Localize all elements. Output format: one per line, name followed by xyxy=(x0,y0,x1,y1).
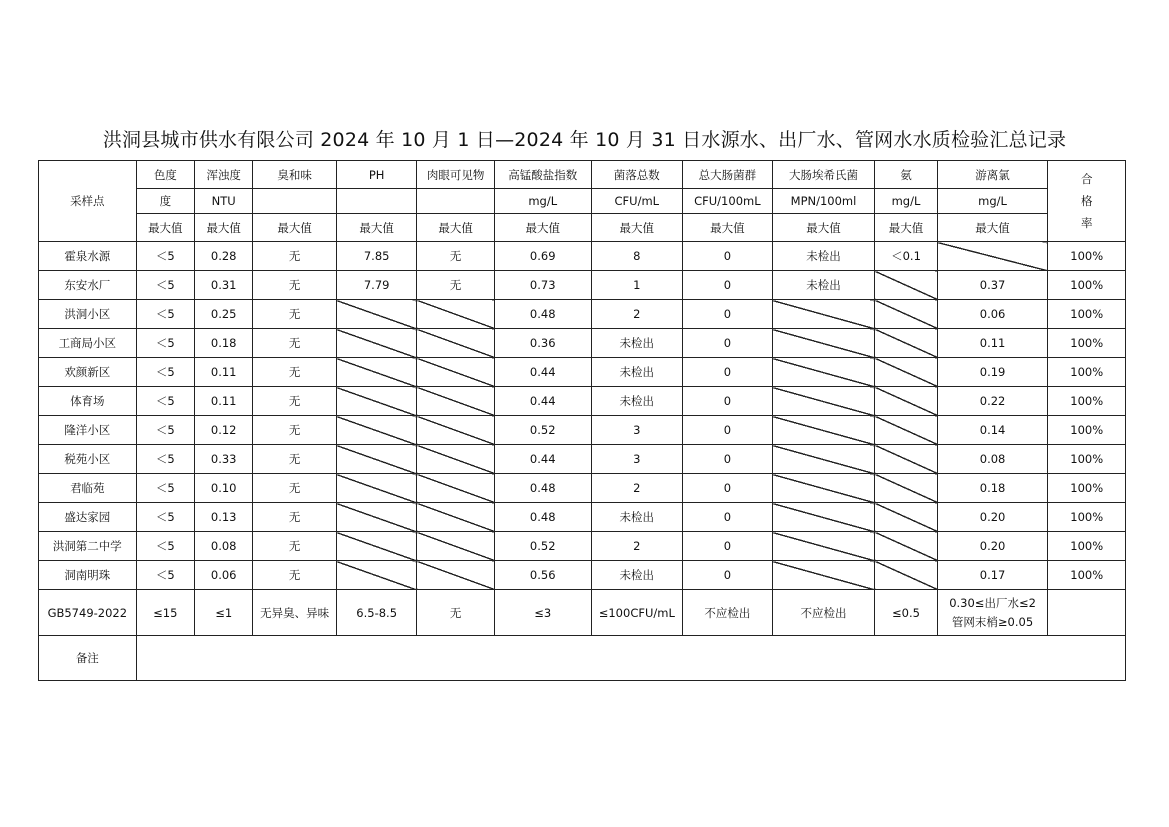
value-cell: 未检出 xyxy=(772,242,875,271)
not-applicable-cell xyxy=(875,271,937,300)
value-cell: 未检出 xyxy=(591,358,683,387)
value-cell: ＜5 xyxy=(136,242,194,271)
table-row xyxy=(39,271,1126,300)
param-stat: 最大值 xyxy=(591,214,683,242)
param-name: 肉眼可见物 xyxy=(417,161,494,189)
pass-rate-cell: 100% xyxy=(1048,271,1126,300)
value-cell: 0 xyxy=(683,503,773,532)
value-cell: 0.17 xyxy=(937,561,1048,590)
not-applicable-cell xyxy=(875,445,937,474)
chlorine-limit-line: 0.30≤出厂水≤2 xyxy=(949,595,1036,610)
water-quality-table xyxy=(38,160,1126,681)
not-applicable-cell xyxy=(875,416,937,445)
pass-rate-cell: 100% xyxy=(1048,474,1126,503)
value-cell: 无 xyxy=(253,387,337,416)
value-cell: 0.52 xyxy=(494,532,591,561)
value-cell: 无 xyxy=(417,242,494,271)
standard-row xyxy=(39,590,1126,636)
not-applicable-cell xyxy=(875,387,937,416)
value-cell: 8 xyxy=(591,242,683,271)
param-unit: 度 xyxy=(136,189,194,214)
param-name: 浑浊度 xyxy=(195,161,253,189)
pass-rate-cell: 100% xyxy=(1048,329,1126,358)
value-cell: 无 xyxy=(253,445,337,474)
value-cell: 0.11 xyxy=(195,387,253,416)
not-applicable-cell xyxy=(772,416,875,445)
not-applicable-cell xyxy=(417,503,494,532)
value-cell: ＜5 xyxy=(136,503,194,532)
standard-limit: 无异臭、异味 xyxy=(253,590,337,636)
param-stat: 最大值 xyxy=(772,214,875,242)
sample-site: 君临苑 xyxy=(39,474,137,503)
param-unit: NTU xyxy=(195,189,253,214)
chlorine-limit-line: 管网末梢≥0.05 xyxy=(951,614,1034,629)
value-cell: ＜5 xyxy=(136,271,194,300)
not-applicable-cell xyxy=(875,474,937,503)
param-stat: 最大值 xyxy=(136,214,194,242)
value-cell: 无 xyxy=(253,474,337,503)
value-cell: 1 xyxy=(591,271,683,300)
param-unit: CFU/mL xyxy=(591,189,683,214)
pass-rate-char: 格 xyxy=(1080,194,1093,208)
table-row xyxy=(39,532,1126,561)
header-row-stats xyxy=(39,214,1126,242)
value-cell: ＜5 xyxy=(136,300,194,329)
table-row xyxy=(39,416,1126,445)
value-cell: 0.69 xyxy=(494,242,591,271)
value-cell: 0.31 xyxy=(195,271,253,300)
not-applicable-cell xyxy=(772,503,875,532)
value-cell: 0.37 xyxy=(937,271,1048,300)
pass-rate-cell: 100% xyxy=(1048,300,1126,329)
not-applicable-cell xyxy=(336,445,417,474)
not-applicable-cell xyxy=(875,358,937,387)
value-cell: 无 xyxy=(253,561,337,590)
param-name: 菌落总数 xyxy=(591,161,683,189)
not-applicable-cell xyxy=(772,329,875,358)
param-name: 色度 xyxy=(136,161,194,189)
not-applicable-cell xyxy=(336,532,417,561)
value-cell: 0.73 xyxy=(494,271,591,300)
param-name: 氨 xyxy=(875,161,937,189)
sample-site: 体育场 xyxy=(39,387,137,416)
table-row xyxy=(39,474,1126,503)
not-applicable-cell xyxy=(417,561,494,590)
not-applicable-cell xyxy=(417,300,494,329)
param-stat: 最大值 xyxy=(195,214,253,242)
value-cell: 0.06 xyxy=(937,300,1048,329)
pass-rate-cell: 100% xyxy=(1048,561,1126,590)
value-cell: 0.11 xyxy=(195,358,253,387)
param-name: 游离氯 xyxy=(937,161,1048,189)
value-cell: 0.56 xyxy=(494,561,591,590)
pass-rate-header xyxy=(1048,161,1126,242)
param-name: 臭和味 xyxy=(253,161,337,189)
sample-site: 洪洞第二中学 xyxy=(39,532,137,561)
header-row-units xyxy=(39,189,1126,214)
value-cell: 0.14 xyxy=(937,416,1048,445)
standard-limit: 无 xyxy=(417,590,494,636)
value-cell: 0.20 xyxy=(937,503,1048,532)
note-label: 备注 xyxy=(39,636,137,681)
standard-limit: ≤15 xyxy=(136,590,194,636)
pass-rate-char: 率 xyxy=(1080,216,1093,230)
param-stat: 最大值 xyxy=(494,214,591,242)
standard-limit: 不应检出 xyxy=(683,590,773,636)
value-cell: 无 xyxy=(253,271,337,300)
param-stat: 最大值 xyxy=(683,214,773,242)
standard-limit: ≤3 xyxy=(494,590,591,636)
value-cell: 0.22 xyxy=(937,387,1048,416)
sample-site: 霍泉水源 xyxy=(39,242,137,271)
not-applicable-cell xyxy=(875,300,937,329)
value-cell: 7.85 xyxy=(336,242,417,271)
value-cell: 2 xyxy=(591,474,683,503)
sample-site: 欢颜新区 xyxy=(39,358,137,387)
value-cell: 0.25 xyxy=(195,300,253,329)
value-cell: 未检出 xyxy=(591,329,683,358)
not-applicable-cell xyxy=(772,532,875,561)
header-row-names xyxy=(39,161,1126,189)
not-applicable-cell xyxy=(772,474,875,503)
pass-rate-char: 合 xyxy=(1080,172,1093,186)
not-applicable-cell xyxy=(336,329,417,358)
value-cell: 0.06 xyxy=(195,561,253,590)
sample-point-header: 采样点 xyxy=(39,161,137,242)
value-cell: ＜5 xyxy=(136,474,194,503)
pass-rate-cell: 100% xyxy=(1048,532,1126,561)
value-cell: 0.12 xyxy=(195,416,253,445)
table-row xyxy=(39,445,1126,474)
value-cell: 0.48 xyxy=(494,503,591,532)
value-cell: 0.48 xyxy=(494,474,591,503)
value-cell: 无 xyxy=(253,300,337,329)
not-applicable-cell xyxy=(417,329,494,358)
value-cell: 0.18 xyxy=(937,474,1048,503)
value-cell: 0 xyxy=(683,242,773,271)
not-applicable-cell xyxy=(875,329,937,358)
not-applicable-cell xyxy=(875,561,937,590)
standard-limit: ≤1 xyxy=(195,590,253,636)
value-cell: 2 xyxy=(591,300,683,329)
sample-site: 洞南明珠 xyxy=(39,561,137,590)
param-name: PH xyxy=(336,161,417,189)
value-cell: 无 xyxy=(417,271,494,300)
not-applicable-cell xyxy=(417,445,494,474)
param-unit: CFU/100mL xyxy=(683,189,773,214)
sample-site: 税苑小区 xyxy=(39,445,137,474)
value-cell: ＜5 xyxy=(136,445,194,474)
param-unit xyxy=(417,189,494,214)
value-cell: ＜5 xyxy=(136,358,194,387)
pass-rate-cell: 100% xyxy=(1048,445,1126,474)
param-name: 高锰酸盐指数 xyxy=(494,161,591,189)
value-cell: 未检出 xyxy=(591,387,683,416)
value-cell: 2 xyxy=(591,532,683,561)
table-row xyxy=(39,503,1126,532)
param-stat: 最大值 xyxy=(417,214,494,242)
value-cell: 无 xyxy=(253,242,337,271)
value-cell: 0.20 xyxy=(937,532,1048,561)
page-title: 洪洞县城市供水有限公司 2024 年 10 月 1 日—2024 年 10 月 31 日水源水、出厂水、管网水水质检验汇总记录 xyxy=(102,129,1067,151)
param-name: 大肠埃希氏菌 xyxy=(772,161,875,189)
param-stat: 最大值 xyxy=(937,214,1048,242)
value-cell: ＜0.1 xyxy=(875,242,937,271)
value-cell: 0.18 xyxy=(195,329,253,358)
note-row xyxy=(39,636,1126,681)
param-unit: mg/L xyxy=(494,189,591,214)
param-stat: 最大值 xyxy=(875,214,937,242)
not-applicable-cell xyxy=(875,532,937,561)
table-row xyxy=(39,242,1126,271)
value-cell: 0.11 xyxy=(937,329,1048,358)
sample-site: 东安水厂 xyxy=(39,271,137,300)
value-cell: 0 xyxy=(683,329,773,358)
value-cell: 0.10 xyxy=(195,474,253,503)
param-unit: mg/L xyxy=(875,189,937,214)
param-name: 总大肠菌群 xyxy=(683,161,773,189)
value-cell: 0 xyxy=(683,532,773,561)
not-applicable-cell xyxy=(336,503,417,532)
value-cell: 无 xyxy=(253,416,337,445)
not-applicable-cell xyxy=(336,561,417,590)
param-unit xyxy=(253,189,337,214)
pass-rate-cell: 100% xyxy=(1048,358,1126,387)
value-cell: 0.08 xyxy=(195,532,253,561)
standard-limit: 6.5-8.5 xyxy=(336,590,417,636)
not-applicable-cell xyxy=(875,503,937,532)
value-cell: 7.79 xyxy=(336,271,417,300)
pass-rate-cell: 100% xyxy=(1048,503,1126,532)
value-cell: 0 xyxy=(683,416,773,445)
not-applicable-cell xyxy=(336,387,417,416)
standard-limit: ≤0.5 xyxy=(875,590,937,636)
table-row xyxy=(39,387,1126,416)
pass-rate-cell: 100% xyxy=(1048,416,1126,445)
value-cell: ＜5 xyxy=(136,329,194,358)
value-cell: 3 xyxy=(591,416,683,445)
pass-rate-cell: 100% xyxy=(1048,242,1126,271)
value-cell: 无 xyxy=(253,358,337,387)
value-cell: 未检出 xyxy=(772,271,875,300)
value-cell: ＜5 xyxy=(136,532,194,561)
value-cell: 0.33 xyxy=(195,445,253,474)
value-cell: ＜5 xyxy=(136,387,194,416)
not-applicable-cell xyxy=(772,445,875,474)
param-unit xyxy=(336,189,417,214)
value-cell: 0.08 xyxy=(937,445,1048,474)
sample-site: 洪洞小区 xyxy=(39,300,137,329)
value-cell: 0.36 xyxy=(494,329,591,358)
pass-rate-cell: 100% xyxy=(1048,387,1126,416)
value-cell: 0.44 xyxy=(494,445,591,474)
value-cell: 未检出 xyxy=(591,503,683,532)
value-cell: 0 xyxy=(683,387,773,416)
not-applicable-cell xyxy=(417,474,494,503)
sample-site: 盛达家园 xyxy=(39,503,137,532)
not-applicable-cell xyxy=(772,387,875,416)
standard-name: GB5749-2022 xyxy=(39,590,137,636)
value-cell: ＜5 xyxy=(136,416,194,445)
standard-rate-cell xyxy=(1048,590,1126,636)
not-applicable-cell xyxy=(336,474,417,503)
value-cell: 0.28 xyxy=(195,242,253,271)
value-cell: 0 xyxy=(683,271,773,300)
value-cell: 0 xyxy=(683,445,773,474)
value-cell: ＜5 xyxy=(136,561,194,590)
value-cell: 0.48 xyxy=(494,300,591,329)
table-row xyxy=(39,329,1126,358)
value-cell: 0 xyxy=(683,300,773,329)
standard-limit: 不应检出 xyxy=(772,590,875,636)
standard-chlorine-limit xyxy=(937,590,1048,636)
not-applicable-cell xyxy=(336,300,417,329)
value-cell: 0.19 xyxy=(937,358,1048,387)
not-applicable-cell xyxy=(417,532,494,561)
value-cell: 0.52 xyxy=(494,416,591,445)
value-cell: 0.44 xyxy=(494,387,591,416)
table-row xyxy=(39,358,1126,387)
not-applicable-cell xyxy=(937,242,1048,271)
value-cell: 0 xyxy=(683,561,773,590)
not-applicable-cell xyxy=(772,561,875,590)
not-applicable-cell xyxy=(417,358,494,387)
standard-limit: ≤100CFU/mL xyxy=(591,590,683,636)
param-unit: mg/L xyxy=(937,189,1048,214)
not-applicable-cell xyxy=(336,416,417,445)
value-cell: 0.44 xyxy=(494,358,591,387)
not-applicable-cell xyxy=(772,300,875,329)
value-cell: 0 xyxy=(683,358,773,387)
not-applicable-cell xyxy=(417,416,494,445)
not-applicable-cell xyxy=(417,387,494,416)
sample-site: 隆洋小区 xyxy=(39,416,137,445)
param-stat: 最大值 xyxy=(336,214,417,242)
param-stat: 最大值 xyxy=(253,214,337,242)
not-applicable-cell xyxy=(336,358,417,387)
value-cell: 无 xyxy=(253,532,337,561)
value-cell: 0.13 xyxy=(195,503,253,532)
sample-site: 工商局小区 xyxy=(39,329,137,358)
value-cell: 无 xyxy=(253,329,337,358)
param-unit: MPN/100ml xyxy=(772,189,875,214)
value-cell: 3 xyxy=(591,445,683,474)
value-cell: 0 xyxy=(683,474,773,503)
note-value xyxy=(136,636,1125,681)
not-applicable-cell xyxy=(772,358,875,387)
table-row xyxy=(39,300,1126,329)
table-row xyxy=(39,561,1126,590)
value-cell: 无 xyxy=(253,503,337,532)
value-cell: 未检出 xyxy=(591,561,683,590)
